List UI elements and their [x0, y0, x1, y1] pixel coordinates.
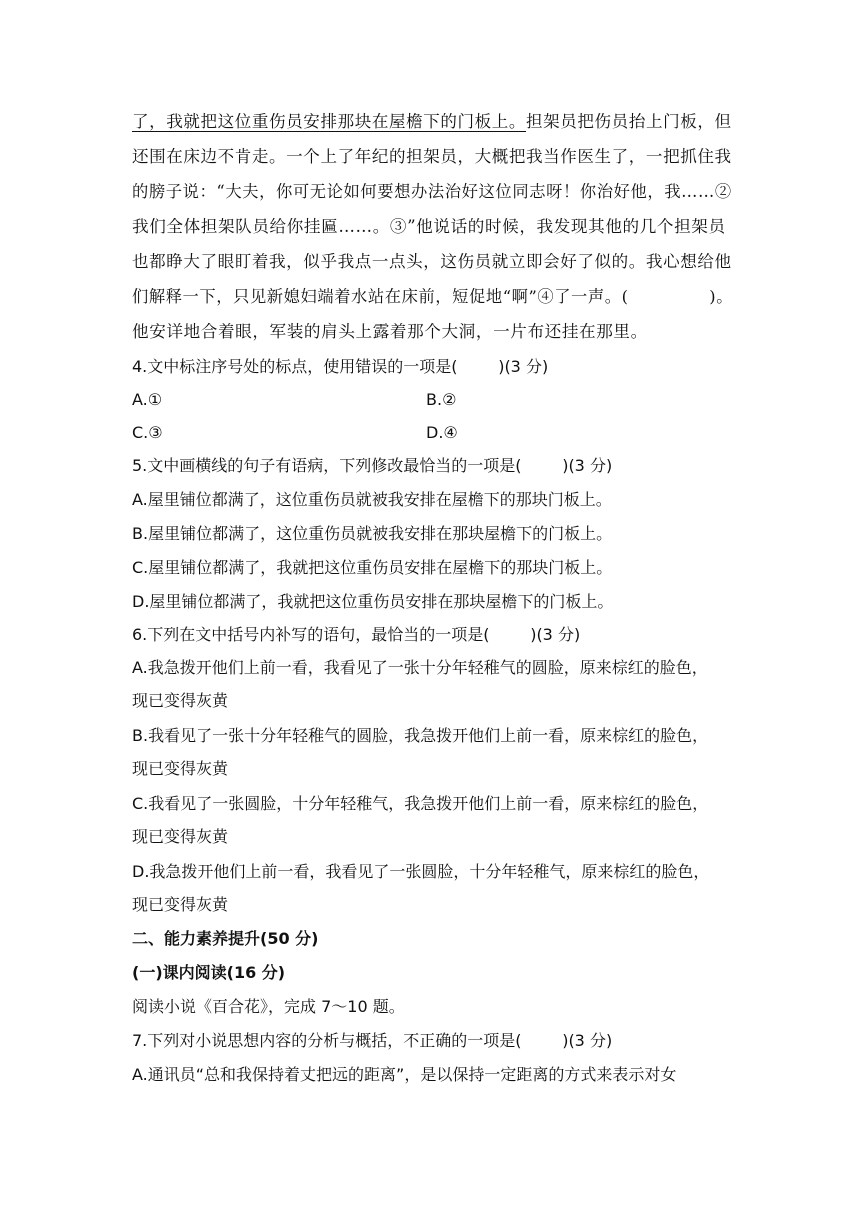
subsection-heading: (一)课内阅读(16 分): [132, 963, 286, 982]
section-heading: 二、能力素养提升(50 分): [132, 929, 319, 948]
q4-option-c: C.③: [132, 423, 163, 442]
question-6-stem: 6.下列在文中括号内补写的语句，最恰当的一项是( )(3 分): [132, 625, 581, 644]
q6-option-a-line2: 现已变得灰黄: [132, 691, 229, 710]
underlined-sentence: 了，我就把这位重伤员安排那块在屋檐下的门板上。: [132, 112, 527, 131]
q6-option-c-line2: 现已变得灰黄: [132, 827, 229, 846]
q6-option-b-line2: 现已变得灰黄: [132, 759, 229, 778]
q6-option-d-line2: 现已变得灰黄: [132, 895, 229, 914]
passage-line-5: 也都睁大了眼盯着我，似乎我点一点头，这伤员就立即会好了似的。我心想给他: [132, 252, 732, 271]
q7-option-a-line1: A.通讯员“总和我保持着丈把远的距离”，是以保持一定距离的方式来表示对女: [132, 1065, 677, 1084]
q4-option-b: B.②: [426, 390, 457, 409]
q6-option-a-line1: A.我急拨开他们上前一看，我看见了一张十分年轻稚气的圆脸，原来棕红的脸色，: [132, 658, 708, 677]
passage-line-1: [132, 110, 732, 134]
q5-option-a: A.屋里铺位都满了，这位重伤员就被我安排在屋檐下的那块门板上。: [132, 490, 612, 509]
q4-option-a: A.①: [132, 390, 163, 409]
passage-line-3: 的膀子说：“大夫，你可无论如何要想办法治好这位同志呀！你治好他，我……②: [132, 182, 732, 201]
q6-option-c-line1: C.我看见了一张圆脸，十分年轻稚气，我急拨开他们上前一看，原来棕红的脸色，: [132, 794, 709, 813]
question-5-stem: 5.文中画横线的句子有语病，下列修改最恰当的一项是( )(3 分): [132, 456, 613, 475]
q6-option-d-line1: D.我急拨开他们上前一看，我看见了一张圆脸，十分年轻稚气，原来棕红的脸色，: [132, 862, 710, 881]
q5-option-c: C.屋里铺位都满了，我就把这位重伤员安排在屋檐下的那块门板上。: [132, 558, 613, 577]
passage-line-6: 们解释一下，只见新媳妇端着水站在床前，短促地“啊”④了一声。( )。: [132, 287, 734, 306]
reading-instruction: 阅读小说《百合花》，完成 7～10 题。: [132, 997, 405, 1016]
passage-line-2: 还围在床边不肯走。一个上了年纪的担架员，大概把我当作医生了，一把抓住我: [132, 147, 732, 166]
q6-option-b-line1: B.我看见了一张十分年轻稚气的圆脸，我急拨开他们上前一看，原来棕红的脸色，: [132, 726, 709, 745]
question-7-stem: 7.下列对小说思想内容的分析与概括，不正确的一项是( )(3 分): [132, 1031, 613, 1050]
passage-text: 担架员把伤员抬上门板，但: [526, 112, 732, 131]
passage-line-7: 他安详地合着眼，军装的肩头上露着那个大洞，一片布还挂在那里。: [132, 322, 648, 341]
q4-option-d: D.④: [426, 423, 458, 442]
q5-option-d: D.屋里铺位都满了，我就把这位重伤员安排在那块屋檐下的门板上。: [132, 592, 614, 611]
question-4-stem: 4.文中标注序号处的标点，使用错误的一项是( )(3 分): [132, 357, 549, 376]
q5-option-b: B.屋里铺位都满了，这位重伤员就被我安排在那块屋檐下的门板上。: [132, 524, 613, 543]
passage-line-4: 我们全体担架队员给你挂匾……。③”他说话的时候，我发现其他的几个担架员: [132, 217, 726, 236]
